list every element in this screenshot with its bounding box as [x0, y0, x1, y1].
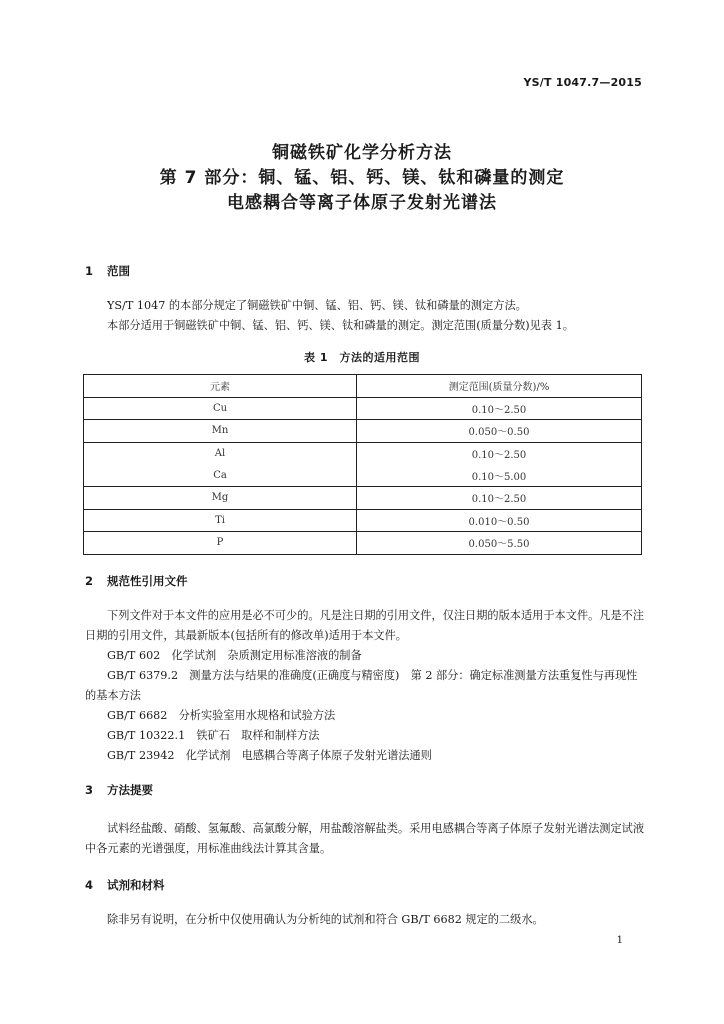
- section-3-title: 方法提要: [107, 783, 154, 797]
- table-header-range: 测定范围(质量分数)/%: [357, 375, 642, 398]
- table-row: [84, 420, 642, 443]
- section-1-number: 1: [85, 264, 94, 278]
- table-1: [83, 374, 642, 555]
- table-cell-element: Mg: [84, 486, 357, 509]
- table-cell-element: Mn: [84, 420, 357, 443]
- section-2-intro: 下列文件对于本文件的应用是必不可少的。凡是注日期的引用文件，仅注日期的版本适用于本文件。凡是不注日期的引用文件，其最新版本(包括所有的修改单)适用于本文件。: [85, 609, 645, 642]
- section-1-heading: [85, 263, 130, 279]
- reference-item: GB/T 6682 分析实验室用水规格和试验方法: [107, 709, 336, 722]
- table-row: [84, 486, 642, 509]
- reference-item: GB/T 6379.2 测量方法与结果的准确度(正确度与精密度) 第 2 部分：确定标准测量方法重复性与再现性的基本方法: [85, 669, 638, 702]
- table-cell-range: 0.050～5.50: [468, 539, 530, 551]
- section-1-paragraph-2: 本部分适用于铜磁铁矿中铜、锰、铝、钙、镁、钛和磷量的测定。测定范围(质量分数)见表 1。: [107, 319, 574, 332]
- reference-item: GB/T 10322.1 铁矿石 取样和制样方法: [107, 729, 320, 742]
- table-cell-range: 0.10～2.50: [471, 450, 527, 462]
- table-row: [84, 442, 642, 464]
- table-cell-element: Ca: [84, 464, 357, 486]
- page-number: 1: [616, 935, 623, 946]
- standard-code: YS/T 1047.7—2015: [523, 76, 642, 89]
- section-3-heading: [85, 782, 153, 798]
- table-row: [84, 532, 642, 555]
- table-1-caption: 表 1 方法的适用范围: [304, 351, 420, 364]
- table-header-row: [84, 375, 642, 398]
- table-cell-element: Ti: [84, 509, 357, 532]
- table-cell-element: Al: [84, 442, 357, 464]
- section-1-title: 范围: [107, 264, 131, 278]
- section-4-number: 4: [85, 878, 94, 892]
- table-header-element: 元素: [84, 375, 357, 398]
- section-4-heading: [85, 877, 165, 893]
- section-3-number: 3: [85, 783, 94, 797]
- table-cell-range: 0.050～0.50: [357, 420, 642, 443]
- section-2-title: 规范性引用文件: [107, 574, 188, 588]
- table-cell-range: 0.10～5.00: [357, 464, 642, 486]
- table-cell-range: 0.10～2.50: [357, 397, 642, 420]
- reference-item: GB/T 602 化学试剂 杂质测定用标准溶液的制备: [107, 649, 362, 662]
- table-row: [84, 464, 642, 486]
- table-row: [84, 509, 642, 532]
- table-cell-range: 0.010～0.50: [357, 509, 642, 532]
- section-4-title: 试剂和材料: [107, 878, 165, 892]
- section-2-heading: [85, 573, 188, 589]
- section-4-text: 除非另有说明，在分析中仅使用确认为分析纯的试剂和符合 GB/T 6682 规定的二级水。: [107, 913, 544, 926]
- section-2-number: 2: [85, 574, 94, 588]
- title-line-1: 铜磁铁矿化学分析方法: [272, 143, 452, 163]
- title-line-2: 第 7 部分：铜、锰、铝、钙、镁、钛和磷量的测定: [159, 168, 565, 188]
- title-line-3: 电感耦合等离子体原子发射光谱法: [227, 193, 497, 213]
- section-1-paragraph-1: YS/T 1047 的本部分规定了铜磁铁矿中铜、锰、铝、钙、镁、钛和磷量的测定方法。: [107, 299, 527, 312]
- reference-item: GB/T 23942 化学试剂 电感耦合等离子体原子发射光谱法通则: [107, 749, 432, 762]
- table-cell-range: 0.10～2.50: [357, 486, 642, 509]
- section-3-text: 试料经盐酸、硝酸、氢氟酸、高氯酸分解，用盐酸溶解盐类。采用电感耦合等离子体原子发射光谱法测定试液中各元素的光谱强度，用标准曲线法计算其含量。: [85, 822, 645, 855]
- table-row: [84, 397, 642, 420]
- table-cell-element: P: [84, 532, 357, 555]
- table-cell-element: Cu: [84, 397, 357, 420]
